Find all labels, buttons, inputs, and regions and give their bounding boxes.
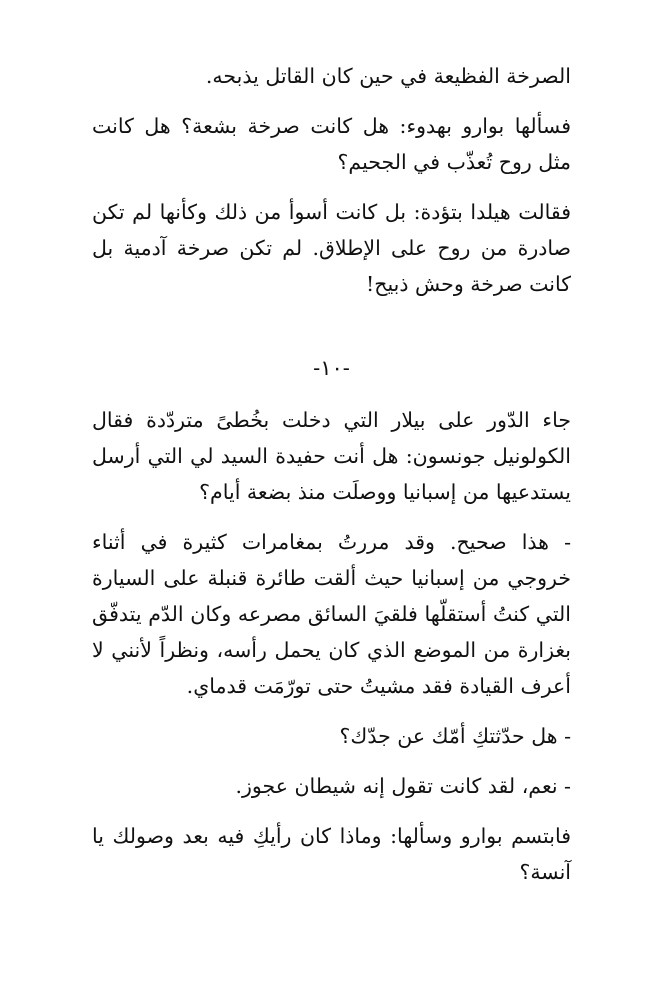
paragraph-spacer [92, 94, 571, 108]
paragraph-poirot-question: فسألها بوارو بهدوء: هل كانت صرخة بشعة؟ هل كانت مثل روح تُعذّب في الجحيم؟ [92, 114, 571, 174]
paragraph-spacer [92, 804, 571, 818]
paragraph-old-devil: - نعم، لقد كانت تقول إنه شيطان عجوز. [235, 774, 571, 798]
paragraph-mother-question: - هل حدّثتكِ أمّك عن جدّك؟ [339, 724, 571, 748]
paragraph-scream-continuation: الصرخة الفظيعة في حين كان القاتل يذبحه. [205, 64, 571, 88]
paragraph-hilda-answer: فقالت هيلدا بتؤدة: بل كانت أسوأ من ذلك وكأنها لم تكن صادرة من روح على الإطلاق. لم تكن صرخة آدمية بل كانت صرخة وحش ذبيح! [92, 200, 571, 296]
paragraph-poirot-smiles: فابتسم بوارو وسألها: وماذا كان رأيكِ فيه بعد وصولك يا آنسة؟ [92, 824, 571, 884]
section-spacer [92, 386, 571, 402]
section-spacer [92, 302, 571, 350]
paragraph-pilar-adventures: - هذا صحيح. وقد مررتُ بمغامرات كثيرة في أثناء خروجي من إسبانيا حيث ألقت طائرة قنبلة على السيارة التي كنتُ أستقلّها فلقيَ السائق مصرعه وكان الدّم يتدفّق بغزارة من الموضع الذي كان يحمل رأسه، ونظراً لأنني لا أعرف القيادة فقد مشيتُ حتى تورّمَت قدماي. [92, 530, 571, 698]
paragraph-spacer [92, 510, 571, 524]
chapter-heading: -١٠- [313, 356, 350, 380]
paragraph-spacer [92, 180, 571, 194]
paragraph-pilar-enters: جاء الدّور على بيلار التي دخلت بخُطىً متردّدة فقال الكولونيل جونسون: هل أنت حفيدة السيد لي التي أرسل يستدعيها من إسبانيا ووصلَت منذ بضعة أيام؟ [92, 408, 571, 504]
paragraph-spacer [92, 704, 571, 718]
paragraph-spacer [92, 754, 571, 768]
